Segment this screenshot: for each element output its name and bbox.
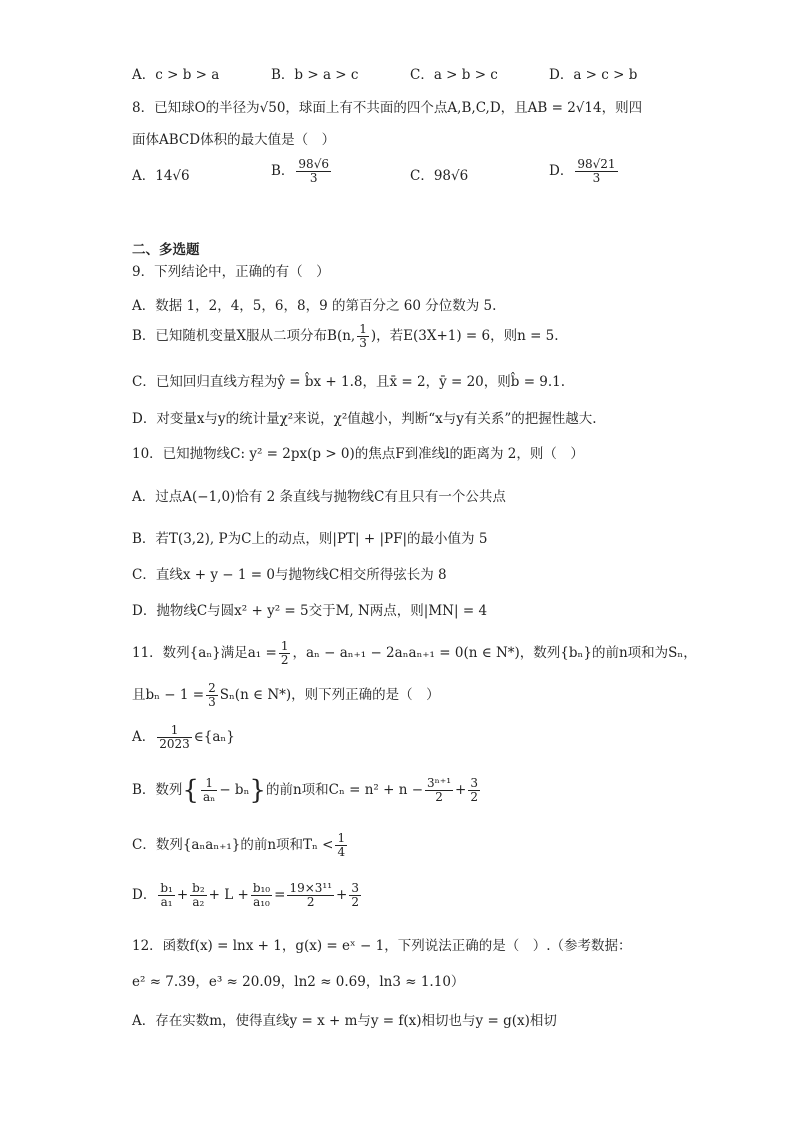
q12-option-a: A．存在实数m，使得直线y = x + m与y = f(x)相切也与y = g(x)相切 — [132, 1013, 557, 1029]
q11-l2-numerator: 2 — [208, 681, 216, 695]
q11-d-term3-numerator: b₁₀ — [252, 881, 271, 895]
q11-b-brace-numerator: 1 — [201, 777, 217, 791]
q8-stem-line1: 8．已知球O的半径为√50，球面上有不共面的四个点A,B,C,D，且AB = 2√14，则四 — [132, 100, 643, 116]
q11-stem-line1 — [132, 639, 697, 667]
q11-d-term1-numerator: b₁ — [160, 881, 173, 895]
q11-d-middle: + L + — [208, 887, 249, 903]
q9-option-a: A．数据 1，2，4，5，6，8，9 的第百分之 60 分位数为 5. — [132, 298, 497, 314]
q11-a-suffix: ∈{aₙ} — [193, 729, 235, 745]
q9-stem: 9．下列结论中，正确的有（ ） — [132, 264, 330, 280]
q11-d-rhs1 — [287, 882, 334, 909]
q8-d-numerator: 98√21 — [577, 157, 616, 171]
q9-option-d: D．对变量x与y的统计量χ²来说，χ²值越小，判断“x与y有关系”的把握性越大. — [132, 411, 597, 427]
q11-d-term2-denominator: a₂ — [192, 895, 205, 909]
q11-a-numerator: 1 — [157, 724, 192, 738]
q11-d-term2 — [190, 882, 207, 909]
q12-stem: 12．函数f(x) = lnx + 1，g(x) = eˣ − 1，下列说法正确的是（ ）.（参考数据： — [132, 938, 632, 954]
q7-option-b: B．b > a > c — [271, 67, 359, 83]
q11-b-middle: 的前n项和Cₙ = n² + n − — [265, 782, 424, 798]
q11-b-numerator3: 3 — [470, 776, 478, 790]
q11-l1-fraction — [279, 640, 291, 667]
q11-d-rhs2-numerator: 3 — [351, 881, 359, 895]
q9-option-c: C．已知回归直线方程为ŷ = b̂x + 1.8，且x̄ = 2，ȳ = 20，则b̂ = 9.1. — [132, 374, 566, 390]
q11-b-denominator2: 2 — [435, 790, 443, 804]
q11-b-numerator2: 3ⁿ⁺¹ — [427, 776, 452, 790]
q11-l2-fraction — [206, 682, 218, 709]
q8-option-b — [271, 158, 333, 185]
q10-stem: 10．已知抛物线C: y² = 2px(p > 0)的焦点F到准线l的距离为 2，则（ ） — [132, 446, 584, 462]
q10-option-d: D．抛物线C与圆x² + y² = 5交于M, N两点，则|MN| = 4 — [132, 603, 488, 619]
q8-stem-line2: 面体ABCD体积的最大值是（ ） — [132, 132, 336, 148]
q11-stem-line2 — [132, 682, 684, 709]
q11-b-fraction2 — [425, 777, 453, 804]
q9-b-numerator: 1 — [359, 322, 367, 336]
q11-l1-numerator: 1 — [280, 639, 289, 653]
q8-option-b-label: B． — [271, 163, 295, 179]
q11-a-fraction — [157, 724, 192, 751]
q11-d-term1 — [158, 882, 175, 909]
q11-l1-prefix: 11．数列{aₙ}满足a₁ = — [132, 645, 277, 661]
q8-option-d-fraction — [575, 158, 617, 185]
section-title-multiple-choice: 二、多选题 — [132, 242, 200, 258]
left-brace: { — [182, 775, 199, 806]
q8-option-a: A．14√6 — [132, 168, 190, 184]
q11-c-numerator: 1 — [337, 831, 346, 845]
q8-d-denominator: 3 — [592, 171, 601, 185]
q8-option-c: C．98√6 — [410, 168, 469, 184]
q11-d-term2-numerator: b₂ — [192, 881, 205, 895]
q11-option-c — [132, 832, 684, 859]
q7-option-d: D．a > c > b — [549, 67, 638, 83]
q7-option-c: C．a > b > c — [410, 67, 498, 83]
q11-l1-suffix: ，aₙ − aₙ₊₁ − 2aₙaₙ₊₁ = 0(n ∈ N*)，数列{bₙ}的前n项和为Sₙ， — [292, 645, 697, 661]
q10-option-c: C．直线x + y − 1 = 0与抛物线C相交所得弦长为 8 — [132, 567, 447, 583]
q8-b-denominator: 3 — [309, 171, 318, 185]
q11-option-d: D． $\frac{\text{b₁}}{\text{a₁}}$ + $\frac{\text{b₂}}{\text{a₂}}$ + L + $\frac{\text{b₁₀}}{\text{a₁₀}}$ = $\frac{\text{19×3¹¹}}{2}$ + $\frac{3}{2}$ — [132, 881, 359, 909]
q11-b-prefix: B．数列 — [132, 782, 183, 798]
q11-b-plus: + — [455, 782, 467, 798]
q11-d-rhs2-denominator: 2 — [351, 895, 359, 909]
q8-option-b-fraction — [296, 158, 331, 185]
q11-b-fraction3 — [468, 777, 480, 804]
q11-b-brace-denominator: aₙ — [202, 790, 216, 804]
q8-option-d — [549, 158, 620, 185]
q11-c-fraction — [335, 832, 347, 859]
q11-d-rhs1-denominator: 2 — [306, 895, 315, 909]
q11-option-b — [132, 777, 684, 804]
q9-b-suffix: )，若E(3X+1) = 6，则n = 5. — [370, 328, 559, 344]
q11-option-a — [132, 724, 684, 751]
q11-l2-prefix: 且bₙ − 1 = — [132, 687, 205, 703]
q11-l2-suffix: Sₙ(n ∈ N*)，则下列正确的是（ ） — [219, 687, 440, 703]
q12-reference-data: e² ≈ 7.39，e³ ≈ 20.09，ln2 ≈ 0.69，ln3 ≈ 1.10） — [132, 974, 465, 990]
q11-d-equals: = — [274, 887, 286, 903]
q11-l1-denominator: 2 — [280, 653, 289, 667]
q11-c-prefix: C．数列{aₙaₙ₊₁}的前n项和Tₙ < — [132, 837, 334, 853]
q11-d-plus: + — [336, 887, 348, 903]
right-brace: } — [249, 775, 266, 806]
q8-b-numerator: 98√6 — [298, 157, 329, 171]
q10-option-a: A．过点A(−1,0)恰有 2 条直线与抛物线C有且只有一个公共点 — [132, 489, 506, 505]
q9-b-fraction — [357, 323, 369, 350]
q11-a-label: A． — [132, 729, 156, 745]
q11-l2-denominator: 3 — [208, 695, 216, 709]
q10-option-b: B．若T(3,2), P为C上的动点，则|PT| + |PF|的最小值为 5 — [132, 531, 488, 547]
q11-a-denominator: 2023 — [159, 737, 190, 751]
q11-d-term3 — [251, 882, 272, 909]
q11-d-rhs1-numerator: 19×3¹¹ — [289, 881, 333, 895]
q9-b-prefix: B．已知随机变量X服从二项分布B(n, — [132, 328, 356, 344]
q11-d-label: D． — [132, 887, 157, 903]
q11-c-denominator: 4 — [337, 845, 346, 859]
q11-d-term1-denominator: a₁ — [160, 895, 173, 909]
q11-b-denominator3: 2 — [470, 790, 478, 804]
q11-d-term3-denominator: a₁₀ — [253, 895, 270, 909]
q11-b-brace-tail: − bₙ — [219, 782, 250, 798]
q9-option-b — [132, 323, 684, 350]
q11-b-brace-fraction — [201, 777, 217, 804]
q9-b-denominator: 3 — [359, 336, 367, 350]
q11-d-rhs2 — [349, 882, 361, 909]
q8-option-d-label: D． — [549, 163, 574, 179]
q7-option-a: A．c > b > a — [132, 67, 220, 83]
